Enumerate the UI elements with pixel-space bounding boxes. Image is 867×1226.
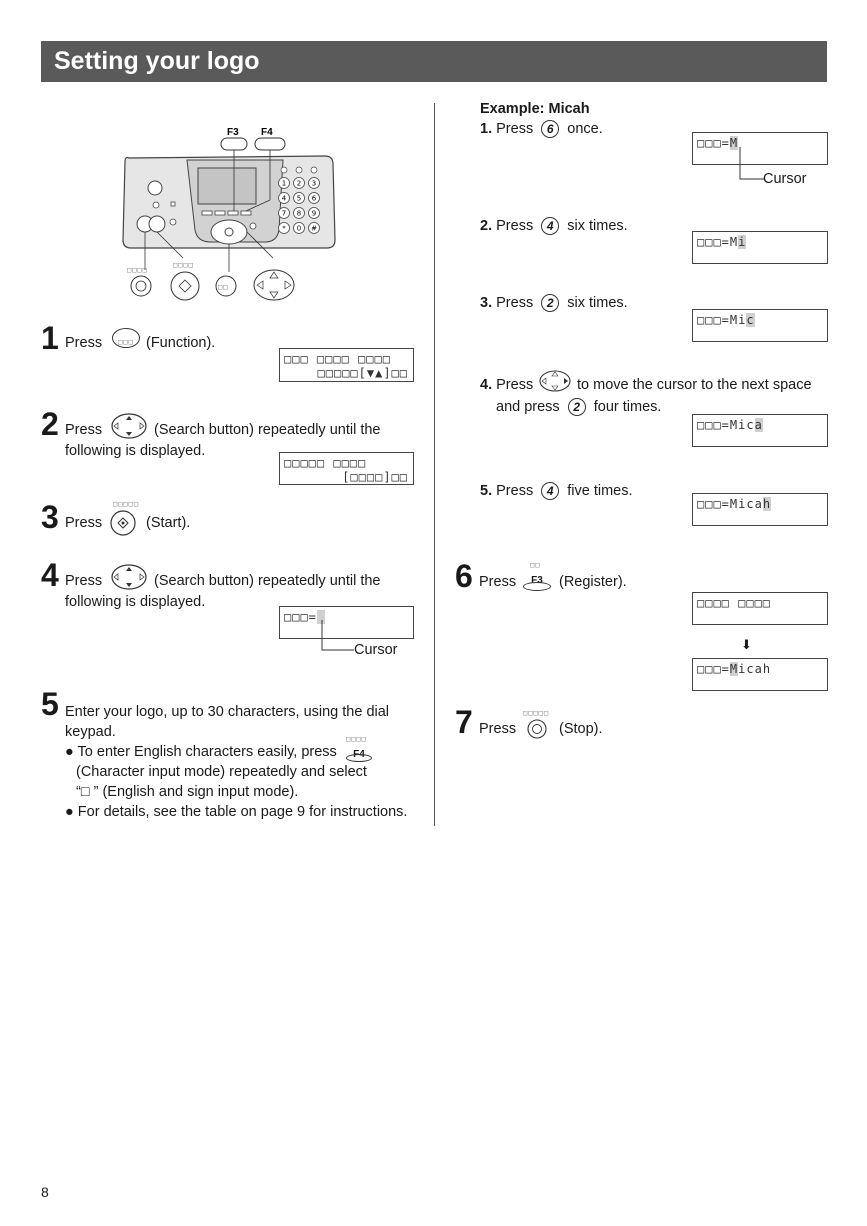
- example-1-desc: once.: [567, 121, 603, 137]
- dial-key-label: 9: [311, 209, 317, 218]
- step-2-press: Press: [65, 422, 103, 438]
- step-1-press: Press: [65, 335, 103, 351]
- example-2: [480, 216, 628, 236]
- example-2-press: Press: [496, 218, 534, 234]
- f4-key: [346, 744, 372, 760]
- start-caption: □□□□: [173, 261, 194, 269]
- step-6-desc: (Register).: [559, 574, 627, 590]
- example-4-number: 4.: [480, 377, 493, 393]
- example-2-lcd-text: M: [729, 235, 739, 249]
- step-7-press: Press: [479, 721, 517, 737]
- f3-key-caption: □□: [530, 561, 541, 569]
- search-button-icon: [110, 563, 148, 591]
- search-button-icon: [110, 412, 148, 440]
- example-3-press: Press: [496, 295, 534, 311]
- example-4: [480, 375, 533, 395]
- stop-button-caption: □□□□□: [523, 709, 550, 717]
- step-4-press: Press: [65, 573, 103, 589]
- example-title: Example: Micah: [480, 101, 590, 117]
- stop-caption: □□□□: [127, 266, 148, 274]
- step-4-cursor-label: Cursor: [354, 642, 398, 658]
- dial-key-4: 4: [541, 217, 559, 235]
- start-button-icon: [108, 509, 138, 537]
- step-2-desc: (Search button) repeatedly until the: [154, 422, 381, 438]
- example-2-lcd-cursor: i: [738, 235, 747, 249]
- example-2-lcd: [692, 231, 828, 264]
- f4-key-label: F4: [353, 749, 365, 760]
- dial-key-label: 6: [311, 194, 317, 203]
- bullet-icon: ●: [65, 744, 74, 760]
- function-button-caption: □□□: [118, 338, 134, 346]
- dial-key-2: 2: [541, 294, 559, 312]
- example-2-number: 2.: [480, 218, 493, 234]
- step-6-lcd-a-text: □□□□ □□□□: [697, 596, 772, 610]
- dial-key-label: 3: [311, 179, 317, 188]
- example-1-lcd-prefix: □□□=: [697, 136, 730, 150]
- example-5-lcd-text: Mica: [729, 497, 763, 511]
- bullet-icon: ●: [65, 804, 74, 820]
- arrow-down-icon: ⬇: [741, 637, 752, 652]
- step-4-number: 4: [41, 557, 59, 593]
- dial-key-label: 2: [296, 179, 302, 188]
- step-5-bullet-1: [65, 742, 337, 762]
- example-1-cursor-label: Cursor: [763, 171, 807, 187]
- example-4-lcd: [692, 414, 828, 447]
- example-4-lcd-text: Mic: [729, 418, 755, 432]
- dial-key-label: #: [311, 224, 317, 233]
- dial-key-label: 4: [281, 194, 287, 203]
- f3-label: F3: [227, 127, 239, 138]
- example-4-desc: to move the cursor to the next space: [577, 377, 812, 393]
- step-6-number: 6: [455, 558, 473, 594]
- step-3-press: Press: [65, 515, 103, 531]
- f4-key-caption: □□□□: [346, 735, 367, 743]
- example-3-number: 3.: [480, 295, 493, 311]
- step-1-lcd: [279, 348, 414, 382]
- page-title: Setting your logo: [54, 47, 260, 75]
- f3-key: [523, 570, 551, 590]
- step-7-desc: (Stop).: [559, 721, 603, 737]
- cursor-leader-line: [736, 147, 766, 187]
- example-3: [480, 293, 628, 313]
- function-button: [112, 328, 140, 348]
- step-5-bullet-2: [65, 802, 407, 822]
- step-5-line1: Enter your logo, up to 30 characters, using the dial: [65, 704, 390, 720]
- step-5-bullet-2-text: For details, see the table on page 9 for instructions.: [77, 804, 408, 820]
- example-1: [480, 119, 603, 139]
- example-3-lcd-prefix: □□□=: [697, 313, 730, 327]
- example-5-number: 5.: [480, 483, 493, 499]
- column-divider: [434, 103, 435, 826]
- example-2-desc: six times.: [567, 218, 628, 234]
- step-1-number: 1: [41, 320, 59, 356]
- example-5: [480, 481, 633, 501]
- example-3-lcd-text: Mi: [729, 313, 747, 327]
- example-4-press: Press: [496, 377, 534, 393]
- step-3-number: 3: [41, 499, 59, 535]
- dial-key-label: 7: [281, 209, 287, 218]
- dial-key-2: 2: [568, 398, 586, 416]
- step-2-lcd: [279, 452, 414, 485]
- step-1-lcd-line1: □□□ □□□□ □□□□: [284, 352, 391, 366]
- function-caption: □□: [218, 283, 229, 291]
- cursor-leader-line: [318, 620, 358, 660]
- example-4-line2: [496, 397, 661, 417]
- step-6-lcd-b-rest: icah: [738, 662, 772, 676]
- step-2-desc2: following is displayed.: [65, 443, 206, 459]
- dial-key-label: *: [282, 224, 286, 233]
- step-5-bullet-1-line2: (Character input mode) repeatedly and select: [76, 764, 367, 780]
- example-4-lcd-cursor: a: [754, 418, 763, 432]
- step-6-press: Press: [479, 574, 517, 590]
- dial-key-4: 4: [541, 482, 559, 500]
- example-1-lcd-cursor: M: [729, 136, 739, 150]
- search-button-icon: [538, 369, 572, 393]
- step-5-bullet-1-line3: “□ ” (English and sign input mode).: [76, 784, 299, 800]
- example-4-lcd-prefix: □□□=: [697, 418, 730, 432]
- example-5-desc: five times.: [567, 483, 633, 499]
- dial-key-label: 5: [296, 194, 302, 203]
- dial-key-label: 1: [281, 179, 287, 188]
- example-3-desc: six times.: [567, 295, 628, 311]
- example-1-number: 1.: [480, 121, 493, 137]
- dial-key-label: 0: [296, 224, 302, 233]
- step-5-line2: keypad.: [65, 724, 116, 740]
- dial-key-6: 6: [541, 120, 559, 138]
- step-7-number: 7: [455, 704, 473, 740]
- step-2-number: 2: [41, 406, 59, 442]
- step-5-bullet-1-text: To enter English characters easily, press: [77, 744, 337, 760]
- step-6-lcd-a: [692, 592, 828, 625]
- example-2-lcd-prefix: □□□=: [697, 235, 730, 249]
- step-1-desc: (Function).: [146, 335, 216, 351]
- example-5-lcd-cursor: h: [762, 497, 772, 511]
- step-2-lcd-line1: □□□□□ □□□□: [284, 456, 367, 470]
- page-title-bar: [41, 41, 827, 82]
- step-4-desc2: following is displayed.: [65, 594, 206, 610]
- step-2-lcd-line2: [□□□□]□□: [342, 470, 408, 484]
- example-5-lcd: [692, 493, 828, 526]
- step-6-lcd-b-cursor: M: [729, 662, 739, 676]
- step-3-desc: (Start).: [146, 515, 191, 531]
- example-1-press: Press: [496, 121, 534, 137]
- fax-panel-diagram: [115, 120, 345, 310]
- example-5-lcd-prefix: □□□=: [697, 497, 730, 511]
- example-5-press: Press: [496, 483, 534, 499]
- step-4-lcd-line1: □□□=: [284, 610, 317, 624]
- step-6-lcd-b-prefix: □□□=: [697, 662, 730, 676]
- step-4-desc: (Search button) repeatedly until the: [154, 573, 381, 589]
- f4-label: F4: [261, 127, 273, 138]
- dial-key-label: 8: [296, 209, 302, 218]
- example-3-lcd: [692, 309, 828, 342]
- example-3-lcd-cursor: c: [746, 313, 755, 327]
- f3-key-label: F3: [531, 575, 543, 586]
- step-1-lcd-line2: □□□□□[▼▲]□□: [317, 366, 408, 380]
- stop-button-icon: [526, 718, 548, 740]
- example-4-line2-a: and press: [496, 399, 560, 415]
- step-5-number: 5: [41, 686, 59, 722]
- page-number: 8: [41, 1184, 49, 1200]
- step-6-lcd-b: [692, 658, 828, 691]
- start-button-caption: □□□□□: [113, 500, 140, 508]
- example-4-line2-b: four times.: [593, 399, 662, 415]
